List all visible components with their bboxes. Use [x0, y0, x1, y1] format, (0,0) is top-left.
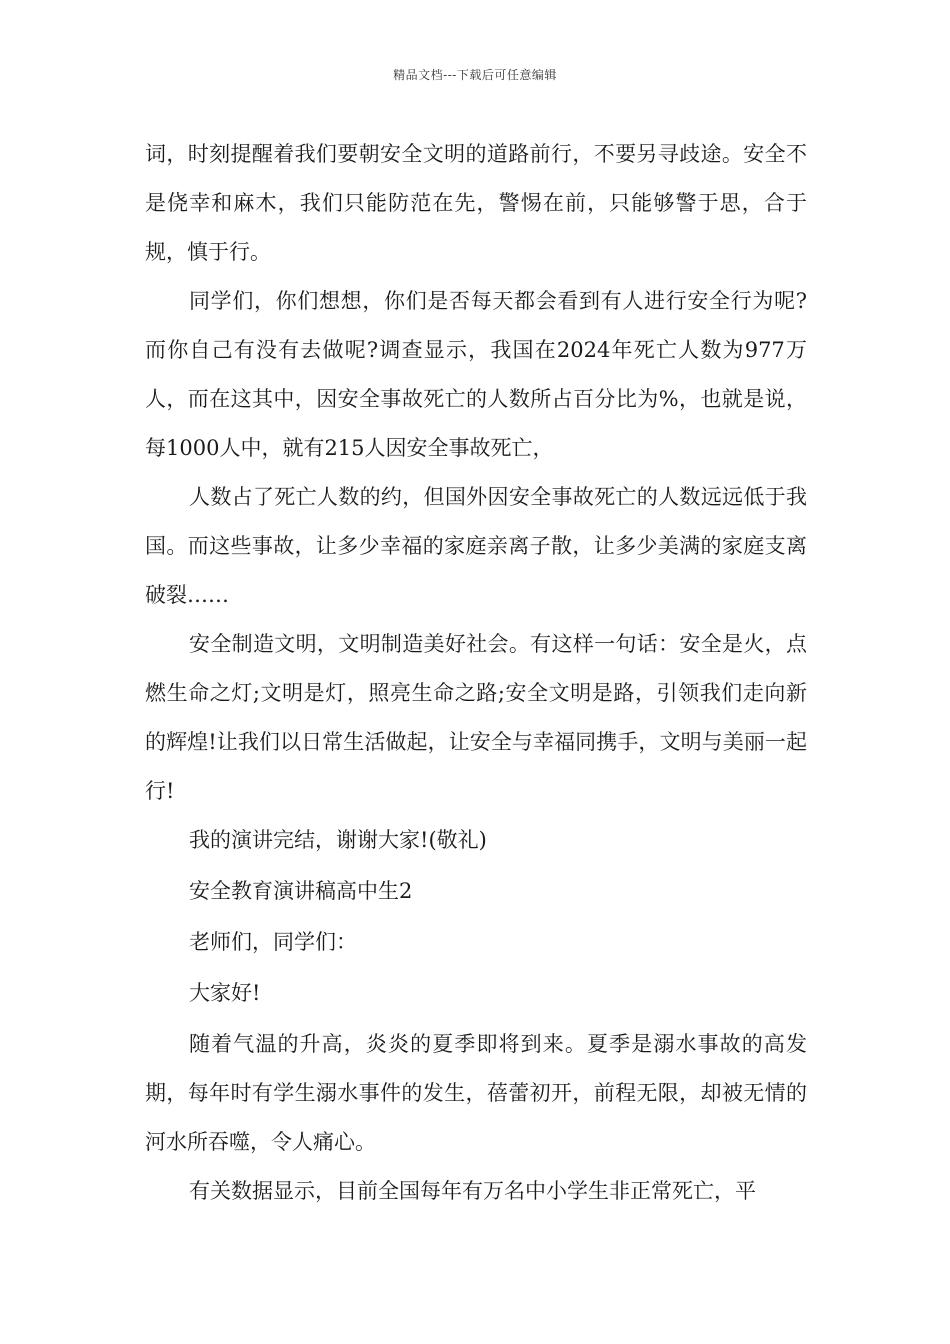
section-title: 安全教育演讲稿高中生2 — [189, 879, 413, 903]
paragraph: 有关数据显示，目前全国每年有万名中小学生非正常死亡，平 — [189, 1179, 756, 1203]
page-header: 精品文档---下载后可任意编辑 — [393, 68, 557, 82]
greeting: 大家好! — [189, 981, 261, 1005]
paragraph-closing: 我的演讲完结，谢谢大家!(敬礼) — [189, 828, 487, 852]
paragraph-continuation: 词，时刻提醒着我们要朝安全文明的道路前行，不要另寻歧途。安全不是侥幸和麻木，我们只能防范在先，警惕在前，只能够警于思，合于规，慎于行。 — [145, 142, 807, 264]
paragraph: 随着气温的升高，炎炎的夏季即将到来。夏季是溺水事故的高发期，每年时有学生溺水事件的发生，蓓蕾初开，前程无限，却被无情的河水所吞噬，令人痛心。 — [145, 1032, 807, 1154]
document-body — [145, 130, 807, 1216]
paragraph: 同学们，你们想想，你们是否每天都会看到有人进行安全行为呢?而你自己有没有去做呢?调查显示，我国在2024年死亡人数为977万人，而在这其中，因安全事故死亡的人数所占百分比为%，也就是说，每1000人中，就有215人因安全事故死亡， — [145, 289, 807, 460]
paragraph: 安全制造文明，文明制造美好社会。有这样一句话：安全是火，点燃生命之灯;文明是灯，照亮生命之路;安全文明是路，引领我们走向新的辉煌!让我们以日常生活做起，让安全与幸福同携手，文明与美丽一起行! — [145, 632, 807, 803]
paragraph: 人数占了死亡人数的约，但国外因安全事故死亡的人数远远低于我国。而这些事故，让多少幸福的家庭亲离子散，让多少美满的家庭支离破裂…… — [145, 485, 807, 607]
salutation: 老师们，同学们： — [189, 930, 357, 954]
